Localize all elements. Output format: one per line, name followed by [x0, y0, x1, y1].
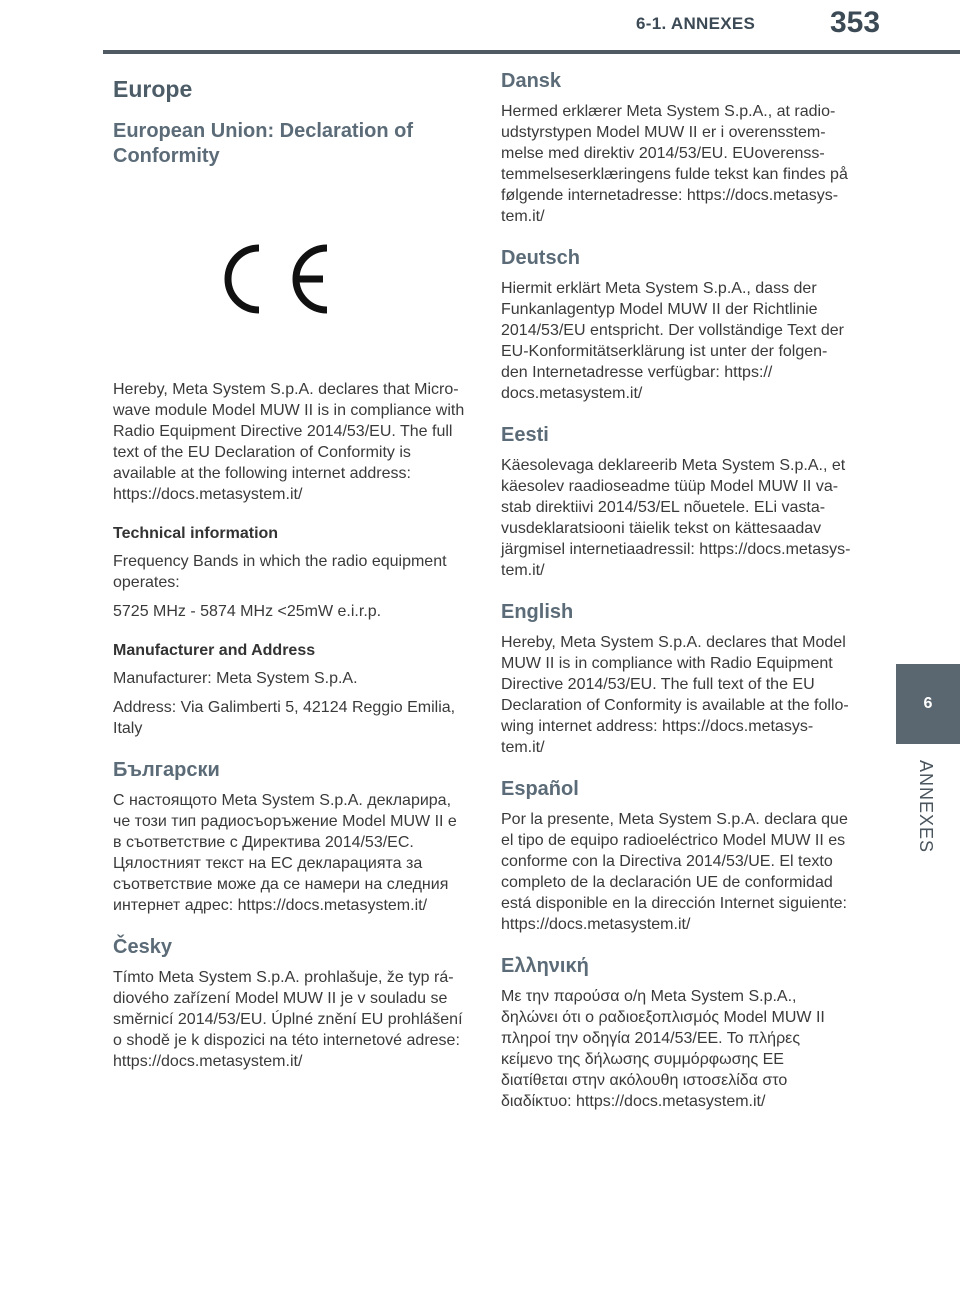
page-number: 353	[830, 6, 881, 39]
intro-paragraph: Hereby, Meta System S.p.A. declares that Micro-wave module Model MUW II is in compliance with Radio Equipment Directive 2014/53/EU. The full text of the EU Declaration of Conformity is available at the following internet address: https://docs.metasystem.it/	[113, 381, 465, 503]
lang-heading-greek: Ελληνική	[501, 955, 589, 977]
lang-text-estonian: Käesolevaga deklareerib Meta System S.p.A., et käesolev raadioseadme tüüp Model MUW II va-stab direktiivi 2014/53/EL nõuetele. ELi vasta-vusdeklaratsiooni täielik tekst on kättesaadav järgmisel internetiaadressil: https://docs.metasys-tem.it/	[501, 457, 851, 579]
lang-text-bulgarian: С настоящото Meta System S.p.A. декларира, че този тип радиосъоръжение Model MUW II е в съответствие с Директива 2014/53/ЕС. Цялостният текст на ЕС декларацията за съответствие може да се намери на следния интернет адрес: https://docs.metasystem.it/	[113, 792, 457, 914]
lang-heading-spanish: Español	[501, 778, 579, 800]
header-title: 6-1. ANNEXES	[636, 14, 756, 33]
right-column	[501, 70, 853, 1112]
region-heading: Europe	[113, 76, 193, 102]
lang-heading-danish: Dansk	[501, 70, 562, 92]
lang-heading-german: Deutsch	[501, 247, 580, 269]
manufacturer-text: Manufacturer: Meta System S.p.A.	[113, 670, 358, 687]
lang-text-english: Hereby, Meta System S.p.A. declares that Model MUW II is in compliance with Radio Equipment Directive 2014/53/EU. The full text of the EU Declaration of Conformity is available at the follo-wing internet address: https://docs.metasys-tem.it/	[501, 634, 849, 756]
technical-info-heading: Technical information	[113, 525, 279, 542]
chapter-label: ANNEXES	[916, 760, 936, 854]
lang-heading-czech: Česky	[113, 936, 172, 958]
manufacturer-heading: Manufacturer and Address	[113, 642, 316, 659]
section-heading: European Union: Declaration of Conformity	[113, 120, 414, 167]
address-text: Address: Via Galimberti 5, 42124 Reggio Emilia, Italy	[113, 699, 456, 737]
frequency-value-text: 5725 MHz - 5874 MHz <25mW e.i.r.p.	[113, 603, 382, 620]
lang-heading-english: English	[501, 601, 574, 623]
lang-text-greek: Με την παρούσα ο/η Meta System S.p.A., δηλώνει ότι ο ραδιοεξοπλισμός Model MUW II πληροί την οδηγία 2014/53/ΕΕ. Το πλήρες κείμενο της δήλωσης συμμόρφωσης ΕΕ διατίθεται στην ακόλουθη ιστοσελίδα στο διαδίκτυο: https://docs.metasystem.it/	[501, 988, 825, 1110]
lang-text-spanish: Por la presente, Meta System S.p.A. declara que el tipo de equipo radioeléctrico Model MUW II es conforme con la Directiva 2014/53/UE. El texto completo de la declaración UE de conformidad está disponible en la dirección Internet siguiente: https://docs.metasystem.it/	[501, 811, 848, 933]
lang-heading-estonian: Eesti	[501, 424, 549, 446]
lang-text-czech: Tímto Meta System S.p.A. prohlašuje, že typ rá-diového zařízení Model MUW II je v souladu se směrnicí 2014/53/EU. Úplné znění EU prohlášení o shodě je k dispozici na této internetové adrese: https://docs.metasystem.it/	[113, 969, 463, 1070]
lang-text-danish: Hermed erklærer Meta System S.p.A., at radio-udstyrstypen Model MUW II er i overensstem-melse med direktiv 2014/53/EU. EUoverenss-temmelseserklæringens fulde tekst kan findes på følgende internetadresse: https://docs.metasys-tem.it/	[501, 103, 848, 225]
ce-mark-icon	[219, 234, 359, 324]
lang-text-german: Hiermit erklärt Meta System S.p.A., dass der Funkanlagentyp Model MUW II der Richtlinie 2014/53/EU entspricht. Der vollständige Text der EU-Konformitätserklärung ist unter der folgen-den Internetadresse verfügbar: https:// docs.metasystem.it/	[501, 280, 845, 402]
chapter-tab[interactable]: 6	[896, 664, 960, 744]
header-rule	[103, 50, 960, 54]
ce-mark	[113, 179, 465, 379]
frequency-bands-text: Frequency Bands in which the radio equipment operates:	[113, 553, 447, 591]
left-column	[113, 70, 465, 1072]
lang-heading-bulgarian: Български	[113, 759, 220, 781]
